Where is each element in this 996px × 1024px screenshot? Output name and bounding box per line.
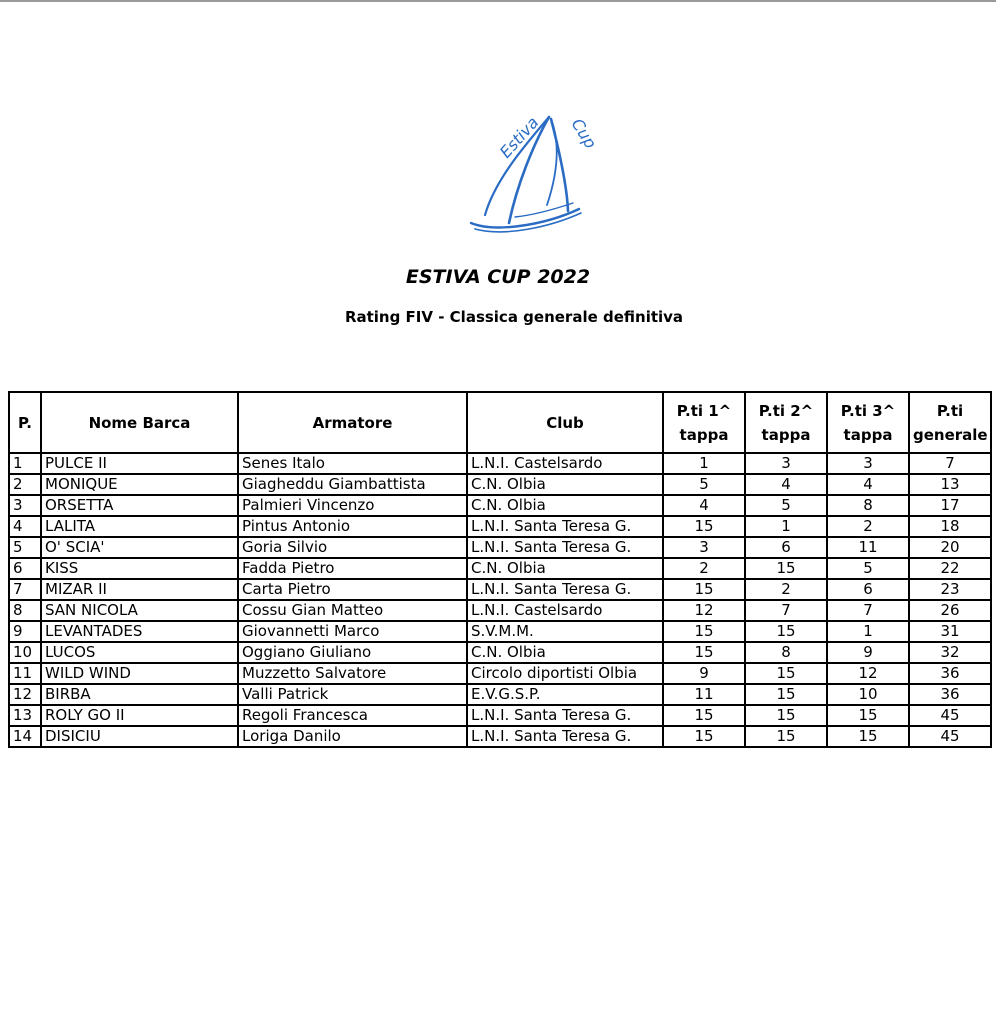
owner-cell: Goria Silvio — [238, 537, 467, 558]
owner-cell: Valli Patrick — [238, 684, 467, 705]
position-cell: 4 — [9, 516, 41, 537]
position-cell: 10 — [9, 642, 41, 663]
total-points-cell: 45 — [909, 705, 991, 726]
owner-cell: Oggiano Giuliano — [238, 642, 467, 663]
owner-cell: Carta Pietro — [238, 579, 467, 600]
leg2-points-cell: 15 — [745, 726, 827, 747]
leg1-points-cell: 2 — [663, 558, 745, 579]
leg3-points-cell: 7 — [827, 600, 909, 621]
leg1-points-cell: 15 — [663, 579, 745, 600]
leg1-points-cell: 15 — [663, 642, 745, 663]
club-cell: L.N.I. Santa Teresa G. — [467, 726, 663, 747]
total-points-cell: 45 — [909, 726, 991, 747]
position-cell: 6 — [9, 558, 41, 579]
boat-name-header: Nome Barca — [41, 392, 238, 453]
total-points-cell: 18 — [909, 516, 991, 537]
position-cell: 13 — [9, 705, 41, 726]
leg2-points-cell: 5 — [745, 495, 827, 516]
club-cell: E.V.G.S.P. — [467, 684, 663, 705]
total-points-cell: 36 — [909, 663, 991, 684]
position-cell: 1 — [9, 453, 41, 474]
club-cell: L.N.I. Castelsardo — [467, 453, 663, 474]
position-cell: 3 — [9, 495, 41, 516]
club-cell: C.N. Olbia — [467, 642, 663, 663]
club-cell: L.N.I. Castelsardo — [467, 600, 663, 621]
leg3-points-cell: 2 — [827, 516, 909, 537]
owner-cell: Fadda Pietro — [238, 558, 467, 579]
leg2-points-cell: 2 — [745, 579, 827, 600]
leg3-points-cell: 1 — [827, 621, 909, 642]
page-title: ESTIVA CUP 2022 — [405, 266, 591, 288]
total-points-cell: 31 — [909, 621, 991, 642]
total-points-cell: 22 — [909, 558, 991, 579]
leg2-points-cell: 15 — [745, 621, 827, 642]
position-cell: 11 — [9, 663, 41, 684]
leg2-points-cell: 4 — [745, 474, 827, 495]
leg3-points-cell: 15 — [827, 705, 909, 726]
svg-text:Cup: Cup — [567, 115, 601, 152]
leg2-points-cell: 6 — [745, 537, 827, 558]
leg2-points-cell: 7 — [745, 600, 827, 621]
leg2-points-cell: 15 — [745, 558, 827, 579]
page-subtitle: Rating FIV - Classica generale definitiva — [344, 308, 684, 326]
leg1-points-cell: 15 — [663, 516, 745, 537]
leg2-points-cell: 15 — [745, 684, 827, 705]
owner-cell: Giagheddu Giambattista — [238, 474, 467, 495]
boat-name-cell: O' SCIA' — [41, 537, 238, 558]
leg1-points-cell: 15 — [663, 726, 745, 747]
table-header-row — [9, 392, 991, 453]
total-points-cell: 23 — [909, 579, 991, 600]
table-row — [9, 474, 991, 495]
leg3-points-cell: 12 — [827, 663, 909, 684]
results-table — [8, 391, 992, 748]
owner-cell: Loriga Danilo — [238, 726, 467, 747]
boat-name-cell: MONIQUE — [41, 474, 238, 495]
table-row — [9, 558, 991, 579]
boat-name-cell: LALITA — [41, 516, 238, 537]
owner-cell: Senes Italo — [238, 453, 467, 474]
boat-name-cell: ROLY GO II — [41, 705, 238, 726]
table-row — [9, 537, 991, 558]
table-row — [9, 579, 991, 600]
total-points-cell: 36 — [909, 684, 991, 705]
top-border-line — [0, 0, 996, 2]
boat-name-cell: PULCE II — [41, 453, 238, 474]
sailboat-logo-icon — [455, 105, 605, 250]
club-cell: C.N. Olbia — [467, 558, 663, 579]
leg3-points-header: P.ti 3^ tappa — [827, 392, 909, 453]
table-row — [9, 495, 991, 516]
total-points-cell: 13 — [909, 474, 991, 495]
boat-name-cell: SAN NICOLA — [41, 600, 238, 621]
leg1-points-cell: 3 — [663, 537, 745, 558]
leg3-points-cell: 6 — [827, 579, 909, 600]
leg2-points-cell: 15 — [745, 705, 827, 726]
club-cell: Circolo diportisti Olbia — [467, 663, 663, 684]
table-row — [9, 663, 991, 684]
position-cell: 8 — [9, 600, 41, 621]
club-header: Club — [467, 392, 663, 453]
club-cell: L.N.I. Santa Teresa G. — [467, 516, 663, 537]
leg3-points-cell: 3 — [827, 453, 909, 474]
table-row — [9, 516, 991, 537]
table-row — [9, 705, 991, 726]
owner-cell: Regoli Francesca — [238, 705, 467, 726]
table-row — [9, 684, 991, 705]
boat-name-cell: KISS — [41, 558, 238, 579]
position-cell: 9 — [9, 621, 41, 642]
position-cell: 7 — [9, 579, 41, 600]
table-row — [9, 642, 991, 663]
boat-name-cell: ORSETTA — [41, 495, 238, 516]
leg3-points-cell: 9 — [827, 642, 909, 663]
club-cell: C.N. Olbia — [467, 474, 663, 495]
leg2-points-cell: 15 — [745, 663, 827, 684]
club-cell: C.N. Olbia — [467, 495, 663, 516]
boat-name-cell: DISICIU — [41, 726, 238, 747]
total-points-cell: 32 — [909, 642, 991, 663]
position-header: P. — [9, 392, 41, 453]
leg1-points-cell: 15 — [663, 621, 745, 642]
leg2-points-cell: 8 — [745, 642, 827, 663]
table-row — [9, 600, 991, 621]
owner-header: Armatore — [238, 392, 467, 453]
boat-name-cell: LUCOS — [41, 642, 238, 663]
table-row — [9, 453, 991, 474]
leg3-points-cell: 15 — [827, 726, 909, 747]
leg3-points-cell: 10 — [827, 684, 909, 705]
leg2-points-cell: 1 — [745, 516, 827, 537]
boat-name-cell: MIZAR II — [41, 579, 238, 600]
owner-cell: Giovannetti Marco — [238, 621, 467, 642]
table-row — [9, 621, 991, 642]
boat-name-cell: WILD WIND — [41, 663, 238, 684]
total-points-header: P.ti generale — [909, 392, 991, 453]
leg2-points-header: P.ti 2^ tappa — [745, 392, 827, 453]
position-cell: 14 — [9, 726, 41, 747]
leg1-points-cell: 5 — [663, 474, 745, 495]
leg1-points-cell: 11 — [663, 684, 745, 705]
owner-cell: Palmieri Vincenzo — [238, 495, 467, 516]
club-cell: L.N.I. Santa Teresa G. — [467, 579, 663, 600]
leg1-points-header: P.ti 1^ tappa — [663, 392, 745, 453]
leg3-points-cell: 8 — [827, 495, 909, 516]
boat-name-cell: BIRBA — [41, 684, 238, 705]
club-cell: S.V.M.M. — [467, 621, 663, 642]
club-cell: L.N.I. Santa Teresa G. — [467, 537, 663, 558]
owner-cell: Cossu Gian Matteo — [238, 600, 467, 621]
leg3-points-cell: 4 — [827, 474, 909, 495]
position-cell: 5 — [9, 537, 41, 558]
svg-text:Estiva: Estiva — [495, 112, 543, 162]
boat-name-cell: LEVANTADES — [41, 621, 238, 642]
leg1-points-cell: 15 — [663, 705, 745, 726]
leg3-points-cell: 11 — [827, 537, 909, 558]
leg1-points-cell: 1 — [663, 453, 745, 474]
owner-cell: Pintus Antonio — [238, 516, 467, 537]
leg2-points-cell: 3 — [745, 453, 827, 474]
leg1-points-cell: 12 — [663, 600, 745, 621]
total-points-cell: 26 — [909, 600, 991, 621]
table-body — [9, 453, 991, 747]
leg1-points-cell: 4 — [663, 495, 745, 516]
total-points-cell: 17 — [909, 495, 991, 516]
position-cell: 12 — [9, 684, 41, 705]
table-row — [9, 726, 991, 747]
leg3-points-cell: 5 — [827, 558, 909, 579]
owner-cell: Muzzetto Salvatore — [238, 663, 467, 684]
position-cell: 2 — [9, 474, 41, 495]
total-points-cell: 20 — [909, 537, 991, 558]
total-points-cell: 7 — [909, 453, 991, 474]
club-cell: L.N.I. Santa Teresa G. — [467, 705, 663, 726]
leg1-points-cell: 9 — [663, 663, 745, 684]
